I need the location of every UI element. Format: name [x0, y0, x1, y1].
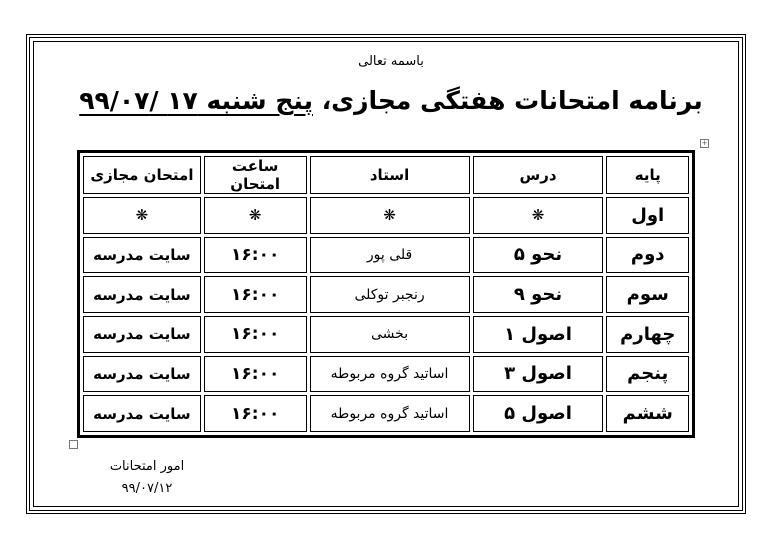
cell-grade: پنجم — [606, 356, 689, 393]
header-course: درس — [473, 156, 604, 194]
cell-time: ۱۶:۰۰ — [204, 356, 307, 393]
cell-course: ❋ — [473, 197, 604, 234]
signature-block — [102, 456, 192, 500]
table-header-row — [83, 156, 689, 194]
cell-online: سایت مدرسه — [83, 356, 201, 393]
footer-date: ۹۹/۰۷/۱۲ — [121, 481, 173, 496]
table-row — [83, 237, 689, 274]
cell-time: ۱۶:۰۰ — [204, 276, 307, 313]
header-time: ساعت امتحان — [204, 156, 307, 194]
table-row — [83, 395, 689, 432]
page-title — [0, 86, 782, 115]
cell-teacher: ❋ — [310, 197, 470, 234]
cell-online: سایت مدرسه — [83, 237, 201, 274]
cell-grade: دوم — [606, 237, 689, 274]
table-move-handle-icon[interactable]: + — [701, 139, 708, 147]
table-row — [83, 197, 689, 234]
cell-time: ❋ — [204, 197, 307, 234]
invocation-text: باسمه تعالی — [358, 54, 424, 69]
title-date: پنج شنبه ۱۷ /۹۹/۰۷ — [79, 86, 313, 115]
table-resize-handle-icon[interactable] — [69, 440, 78, 449]
cell-teacher: رنجبر توکلی — [310, 276, 470, 313]
cell-course: نحو ۹ — [473, 276, 604, 313]
title-main: برنامه امتحانات هفتگی مجازی، — [321, 86, 703, 115]
cell-online: سایت مدرسه — [83, 395, 201, 432]
cell-course: اصول ۱ — [473, 316, 604, 353]
office-name: امور امتحانات — [109, 459, 185, 474]
cell-course: اصول ۳ — [473, 356, 604, 393]
cell-time: ۱۶:۰۰ — [204, 316, 307, 353]
cell-grade: اول — [606, 197, 689, 234]
cell-teacher: اساتید گروه مربوطه — [310, 356, 470, 393]
cell-online: سایت مدرسه — [83, 276, 201, 313]
header-grade: پایه — [606, 156, 689, 194]
cell-teacher: بخشی — [310, 316, 470, 353]
cell-course: نحو ۵ — [473, 237, 604, 274]
table-row — [83, 316, 689, 353]
cell-online: سایت مدرسه — [83, 316, 201, 353]
exam-schedule-table — [77, 150, 695, 438]
cell-time: ۱۶:۰۰ — [204, 395, 307, 432]
header-teacher: استاد — [310, 156, 470, 194]
cell-time: ۱۶:۰۰ — [204, 237, 307, 274]
table-row — [83, 276, 689, 313]
cell-grade: سوم — [606, 276, 689, 313]
cell-online: ❋ — [83, 197, 201, 234]
cell-teacher: اساتید گروه مربوطه — [310, 395, 470, 432]
cell-grade: ششم — [606, 395, 689, 432]
table-row — [83, 356, 689, 393]
cell-teacher: قلی پور — [310, 237, 470, 274]
cell-grade: چهارم — [606, 316, 689, 353]
cell-course: اصول ۵ — [473, 395, 604, 432]
header-online: امتحان مجازی — [83, 156, 201, 194]
